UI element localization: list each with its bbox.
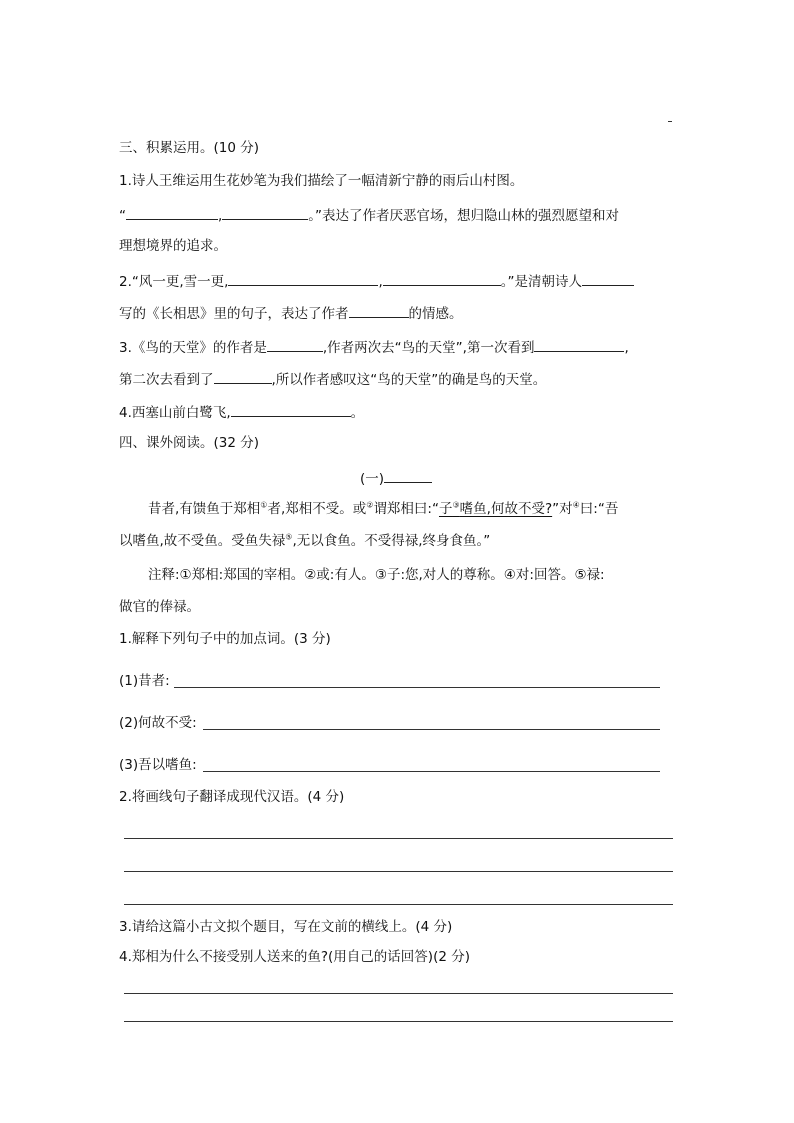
passage-title-line: (一) — [360, 468, 432, 488]
question-1-line2: 理想境界的追求。 — [119, 238, 227, 254]
passage-notes-cont: 做官的俸禄。 — [119, 599, 200, 615]
blank-1a[interactable] — [126, 205, 218, 220]
question-2-line2: 写的《长相思》里的句子，表达了作者 的情感。 — [119, 303, 463, 323]
question-1-text: 1.诗人王维运用生花妙笔为我们描绘了一幅清新宁静的雨后山村图。 — [119, 173, 524, 189]
answer-line-1-3[interactable] — [203, 771, 660, 772]
answer-line-2-2[interactable] — [124, 871, 673, 872]
answer-line-2-3[interactable] — [124, 904, 673, 905]
blank-2a[interactable] — [228, 271, 378, 286]
passage-line-2: 以嗜鱼,故不受鱼。受鱼失禄⑤,无以食鱼。不受得禄,终身食鱼。” — [119, 532, 491, 549]
blank-2c[interactable] — [582, 271, 634, 286]
section-4-title: 四、课外阅读。(32 分) — [119, 435, 260, 451]
blank-3c[interactable] — [214, 369, 272, 384]
reading-q3-title: 3.请给这篇小古文拟个题目，写在文前的横线上。(4 分) — [119, 919, 453, 935]
blank-3b[interactable] — [534, 337, 624, 352]
reading-q4-title: 4.郑相为什么不接受别人送来的鱼?(用自己的话回答)(2 分) — [119, 949, 470, 965]
section-3-title: 三、积累运用。(10 分) — [119, 140, 260, 156]
blank-3a[interactable] — [267, 337, 323, 352]
question-3-line: 3.《鸟的天堂》的作者是 ,作者两次去“鸟的天堂”,第一次看到 , — [119, 337, 629, 357]
blank-2d[interactable] — [349, 303, 409, 318]
blank-2b[interactable] — [383, 271, 501, 286]
answer-line-1-2[interactable] — [203, 729, 660, 730]
reading-q1-item-2: (2)何故不受: — [119, 715, 197, 731]
question-1-line: “ , 。”表达了作者厌恶官场，想归隐山林的强烈愿望和对 — [119, 205, 619, 225]
question-3-line2: 第二次去看到了 ,所以作者感叹这“鸟的天堂”的确是鸟的天堂。 — [119, 369, 546, 389]
question-4-line: 4.西塞山前白鹭飞, 。 — [119, 402, 364, 422]
question-2-line: 2.“风一更,雪一更, , 。”是清朝诗人 — [119, 271, 634, 291]
answer-line-4-2[interactable] — [124, 1021, 673, 1022]
reading-q2-title: 2.将画线句子翻译成现代汉语。(4 分) — [119, 789, 345, 805]
blank-1b[interactable] — [222, 205, 308, 220]
page-mark — [668, 121, 672, 122]
reading-q1-item-3: (3)吾以嗜鱼: — [119, 757, 197, 773]
answer-line-1-1[interactable] — [174, 687, 660, 688]
blank-4a[interactable] — [231, 402, 351, 417]
passage-line-1: 昔者,有馈鱼于郑相①者,郑相不受。或②谓郑相曰:“子③嗜鱼,何故不受?”对④曰:“吾 — [148, 500, 619, 517]
underlined-sentence: 子③嗜鱼,何故不受? — [438, 500, 553, 517]
passage-notes: 注释:①郑相:郑国的宰相。②或:有人。③子:您,对人的尊称。④对:回答。⑤禄: — [148, 567, 605, 583]
passage-title-blank[interactable] — [384, 468, 432, 483]
answer-line-4-1[interactable] — [124, 993, 673, 994]
answer-line-2-1[interactable] — [124, 838, 673, 839]
reading-q1-item-1: (1)昔者: — [119, 673, 170, 689]
reading-q1-title: 1.解释下列句子中的加点词。(3 分) — [119, 631, 331, 647]
